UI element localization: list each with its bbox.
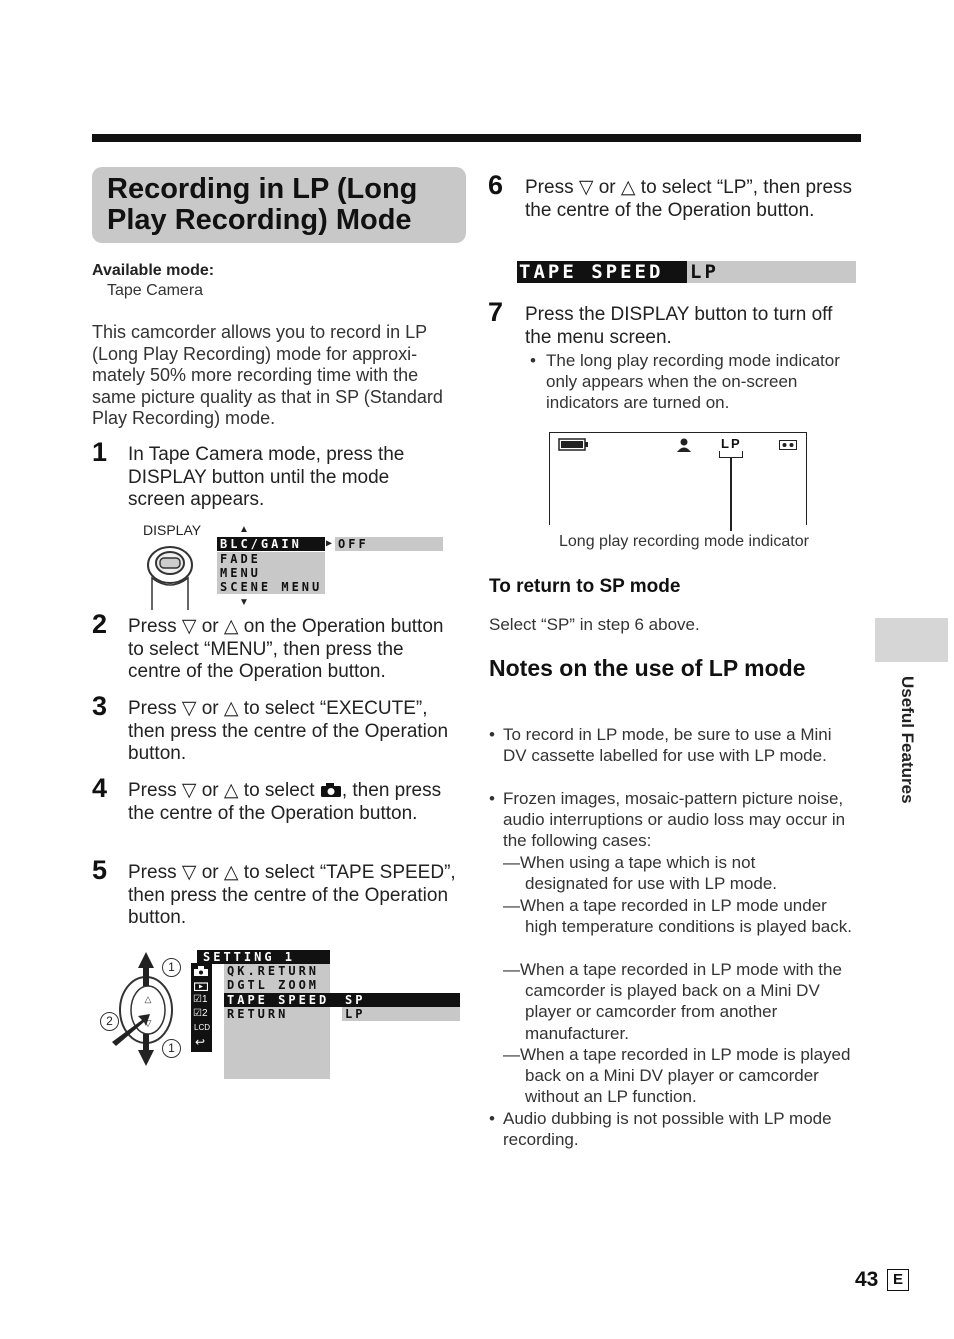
menu-item-scene-menu[interactable]: SCENE MENU bbox=[217, 580, 325, 594]
svg-text:△: △ bbox=[144, 994, 152, 1004]
user-icon bbox=[677, 438, 693, 452]
step-text: Press ▽ or △ to select “LP”, then press the centre of the Operation button. bbox=[525, 177, 853, 221]
intro-paragraph: This camcorder allows you to record in LP (Long Play Recording) mode for approxi- mately 50% more recording time with the same picture quality as that in SP (Standard Play Recording) mode. bbox=[92, 322, 443, 428]
tape-speed-value: LP bbox=[690, 261, 719, 283]
tape-speed-label: TAPE SPEED bbox=[517, 261, 687, 283]
callout-line bbox=[730, 457, 732, 531]
svg-text:▽: ▽ bbox=[144, 1018, 152, 1028]
step-number: 7 bbox=[488, 297, 504, 327]
note-case: —When a tape recorded in LP mode is played back on a Mini DV player or camcorder without an LP function. bbox=[503, 1045, 851, 1107]
camera-icon bbox=[194, 966, 208, 976]
lp-indicator: LP bbox=[721, 436, 742, 451]
note-case: —When a tape recorded in LP mode with the camcorder is played back on a Mini DV player or camcorder from another manufacturer. bbox=[503, 960, 842, 1043]
note-case: —When using a tape which is not designated for use with LP mode. bbox=[503, 853, 778, 894]
menu-item-dgtl-zoom[interactable]: DGTL ZOOM bbox=[224, 978, 330, 992]
settings-2-icon: ☑2 bbox=[193, 1008, 208, 1019]
return-sp-text: Select “SP” in step 6 above. bbox=[489, 615, 700, 634]
step-text bbox=[128, 780, 458, 825]
up-arrow-icon: ▲ bbox=[239, 524, 249, 535]
return-icon: ↩ bbox=[195, 1035, 206, 1049]
lp-indicator-caption: Long play recording mode indicator bbox=[559, 533, 809, 550]
notes-heading: Notes on the use of LP mode bbox=[489, 655, 806, 681]
step-text: Press ▽ or △ to select “EXECUTE”, then press the centre of the Operation button. bbox=[128, 698, 449, 764]
menu-item-blc-gain[interactable]: BLC/GAIN bbox=[217, 537, 325, 551]
camera-icon bbox=[320, 782, 342, 798]
step-7-note: The long play recording mode indicator only appears when the on-screen indicators are turned on. bbox=[546, 351, 840, 413]
menu-item-qk-return[interactable]: QK.RETURN bbox=[224, 964, 330, 978]
bullet-icon: • bbox=[489, 725, 495, 744]
cassette-icon bbox=[779, 440, 797, 450]
menu-icon-column bbox=[191, 963, 212, 1052]
step-number: 6 bbox=[488, 170, 504, 200]
bullet-icon: • bbox=[530, 351, 536, 370]
option-sp[interactable]: SP bbox=[342, 993, 460, 1007]
side-tab-label: Useful Features bbox=[898, 676, 917, 804]
playback-icon bbox=[194, 980, 208, 991]
note-bullet: Audio dubbing is not possible with LP mode recording. bbox=[503, 1109, 832, 1150]
menu-item-tape-speed[interactable]: TAPE SPEED bbox=[224, 993, 342, 1007]
setting-menu-header: SETTING 1 bbox=[197, 950, 330, 964]
step-text-pre: Press ▽ or △ to select bbox=[128, 780, 315, 801]
step-number: 4 bbox=[92, 773, 108, 803]
side-tab bbox=[875, 618, 948, 662]
return-sp-heading: To return to SP mode bbox=[489, 576, 681, 597]
step-number: 1 bbox=[92, 437, 108, 467]
callout-2: 2 bbox=[100, 1012, 119, 1031]
step-number: 5 bbox=[92, 855, 108, 885]
note-bullet: To record in LP mode, be sure to use a Mini DV cassette labelled for use with LP mode. bbox=[503, 725, 832, 766]
side-tab-label-wrap bbox=[893, 676, 917, 816]
display-button-icon bbox=[140, 540, 206, 612]
available-mode-label: Available mode: bbox=[92, 262, 215, 279]
note-case: —When a tape recorded in LP mode under high temperature conditions is played back. bbox=[503, 896, 852, 937]
available-mode-value: Tape Camera bbox=[107, 282, 204, 299]
step-text: In Tape Camera mode, press the DISPLAY button until the mode screen appears. bbox=[128, 444, 405, 510]
menu-item-fade[interactable]: FADE bbox=[217, 552, 325, 566]
bullet-icon: • bbox=[489, 789, 495, 808]
step-number: 2 bbox=[92, 609, 108, 639]
step-text-post: , then press the centre of the Operation button. bbox=[128, 780, 442, 824]
menu-item-menu[interactable]: MENU bbox=[217, 566, 325, 580]
page-number: 43 bbox=[855, 1268, 879, 1291]
page-title: Recording in LP (Long Play Recording) Mode bbox=[107, 173, 418, 236]
step-text: Press ▽ or △ to select “TAPE SPEED”, then press the centre of the Operation button. bbox=[128, 862, 456, 928]
step-text: Press the DISPLAY button to turn off the menu screen. bbox=[525, 304, 833, 348]
menu-value-off: OFF bbox=[335, 537, 443, 551]
settings-1-icon: ☑1 bbox=[193, 994, 208, 1005]
right-arrow-icon: ▶ bbox=[326, 538, 336, 549]
language-badge: E bbox=[887, 1269, 909, 1291]
bullet-icon: • bbox=[489, 1109, 495, 1128]
option-lp[interactable]: LP bbox=[342, 1007, 460, 1021]
lcd-icon: LCD bbox=[194, 1023, 211, 1032]
lp-screen-frame bbox=[549, 432, 807, 525]
battery-icon bbox=[558, 438, 592, 451]
step-number: 3 bbox=[92, 691, 108, 721]
top-rule bbox=[92, 134, 861, 142]
step-text: Press ▽ or △ on the Operation button to select “MENU”, then press the centre of the Operation button. bbox=[128, 616, 444, 682]
note-bullet: Frozen images, mosaic-pattern picture noise, audio interruptions or audio loss may occur in the following cases: bbox=[503, 789, 846, 851]
callout-1-top: 1 bbox=[162, 958, 181, 977]
down-arrow-icon: ▼ bbox=[239, 597, 249, 608]
callout-1-bottom: 1 bbox=[162, 1039, 181, 1058]
menu-item-return[interactable]: RETURN bbox=[224, 1007, 330, 1021]
display-label: DISPLAY bbox=[143, 522, 202, 538]
